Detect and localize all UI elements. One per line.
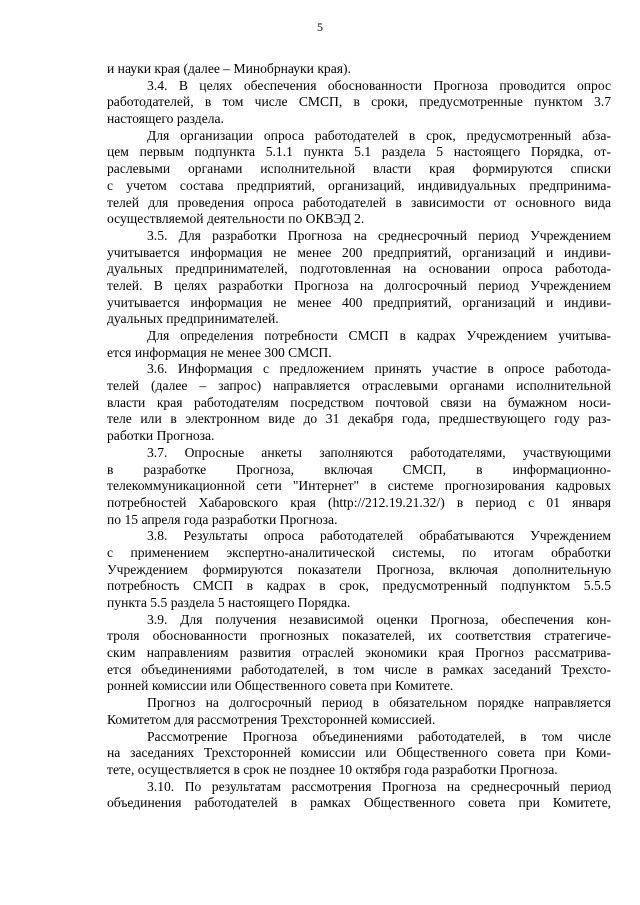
page-number: 5 bbox=[317, 20, 323, 34]
text-line: потребность СМСП в кадрах в срок, предусмотренный подпунктом 5.5.5 bbox=[107, 578, 611, 594]
paragraph bbox=[107, 612, 611, 695]
text-line: 3.7. Опросные анкеты заполняются работодателями, участвующими bbox=[147, 444, 611, 460]
text-line: раслевыми органами исполнительной власти края формируются списки bbox=[107, 161, 611, 177]
text-line: 3.5. Для разработки Прогноза на среднесрочный период Учреждением bbox=[147, 227, 611, 243]
paragraph bbox=[107, 128, 611, 228]
paragraph bbox=[107, 228, 611, 328]
text-line: ронней комиссии или Общественного совета при Комитете. bbox=[107, 678, 454, 694]
text-line: 3.10. По результатам рассмотрения Прогноза на среднесрочный период bbox=[147, 778, 611, 794]
text-line: ется объединениями работодателей, в том числе в рамках заседаний Трехсто- bbox=[107, 661, 611, 677]
paragraph bbox=[107, 695, 611, 728]
paragraph bbox=[107, 445, 611, 528]
text-line: работодателей, в том числе СМСП, в сроки, предусмотренные пунктом 3.7 bbox=[107, 94, 611, 110]
text-line: объединения работодателей в рамках Общественного совета при Комитете, bbox=[107, 795, 611, 811]
text-line: власти края работодателям посредством почтовой связи на бумажном носи- bbox=[107, 394, 611, 410]
text-line: дуальных предпринимателей, подготовленная на основании опроса работода- bbox=[107, 261, 611, 277]
text-line: дуальных предпринимателей. bbox=[107, 311, 279, 327]
text-line: с учетом состава предприятий, организаций, индивидуальных предпринима- bbox=[107, 177, 611, 193]
text-line: на заседаниях Трехсторонней комиссии или Общественного совета при Коми- bbox=[107, 745, 611, 761]
text-line: теле или в электронном виде до 31 декабря года, предшествующего году раз- bbox=[107, 411, 611, 427]
text-line: телей для проведения опроса работодателей в зависимости от основного вида bbox=[107, 194, 611, 210]
paragraph bbox=[107, 61, 611, 78]
text-line: цем первым подпункта 5.1.1 пункта 5.1 раздела 5 настоящего Порядка, от- bbox=[107, 144, 611, 160]
text-line: троля обоснованности прогнозных показателей, их соответствия стратегиче- bbox=[107, 628, 611, 644]
paragraph bbox=[107, 779, 611, 812]
text-line: тете, осуществляется в срок не позднее 10 октября года разработки Прогноза. bbox=[107, 761, 558, 777]
text-line: пункта 5.5 раздела 5 настоящего Порядка. bbox=[107, 595, 351, 610]
paragraph bbox=[107, 528, 611, 611]
text-line: 3.4. В целях обеспечения обоснованности Прогноза проводится опрос bbox=[147, 77, 611, 93]
text-line: и науки края (далее – Минобрнауки края). bbox=[107, 61, 351, 76]
paragraph bbox=[107, 361, 611, 444]
text-line: Рассмотрение Прогноза объединениями работодателей, в том числе bbox=[147, 728, 611, 744]
text-line: Для организации опроса работодателей в срок, предусмотренный абза- bbox=[147, 127, 611, 143]
text-line: потребностей Хабаровского края (http://212.19.21.32/) в период с 01 января bbox=[107, 494, 611, 510]
paragraph bbox=[107, 328, 611, 361]
paragraph bbox=[107, 729, 611, 779]
text-line: осуществляемой деятельности по ОКВЭД 2. bbox=[107, 211, 365, 227]
text-line: по 15 апреля года разработки Прогноза. bbox=[107, 511, 338, 527]
text-line: 3.9. Для получения независимой оценки Прогноза, обеспечения кон- bbox=[147, 611, 611, 627]
text-line: 3.8. Результаты опроса работодателей обрабатываются Учреждением bbox=[147, 528, 611, 544]
text-line: Прогноз на долгосрочный период в обязательном порядке направляется bbox=[147, 695, 611, 711]
text-line: с применением экспертно-аналитической системы, по итогам обработки bbox=[107, 544, 611, 560]
text-line: настоящего раздела. bbox=[107, 111, 224, 127]
text-line: телей (далее – запрос) направляется отраслевыми органами исполнительной bbox=[107, 378, 611, 394]
paragraph bbox=[107, 78, 611, 128]
text-line: телей. В целях разработки Прогноза на долгосрочный период Учреждением bbox=[107, 277, 611, 293]
text-line: Для определения потребности СМСП в кадрах Учреждением учитыва- bbox=[147, 328, 611, 343]
text-line: Комитетом для рассмотрения Трехсторонней комиссией. bbox=[107, 711, 436, 727]
text-line: учитывается информация не менее 400 предприятий, организаций и индиви- bbox=[107, 294, 611, 310]
document-body bbox=[107, 61, 611, 812]
text-line: работки Прогноза. bbox=[107, 428, 215, 444]
text-line: ским направлениям развития отраслей экономики края Прогноз рассматрива- bbox=[107, 645, 611, 661]
text-line: ется информация не менее 300 СМСП. bbox=[107, 344, 332, 360]
text-line: Учреждением формируются показатели Прогноза, включая дополнительную bbox=[107, 561, 611, 577]
text-line: 3.6. Информация с предложением принять участие в опросе работода- bbox=[147, 361, 611, 377]
text-line: в разработке Прогноза, включая СМСП, в информационно- bbox=[107, 461, 611, 477]
text-line: телекоммуникационной сети "Интернет" в системе прогнозирования кадровых bbox=[107, 478, 611, 494]
text-line: учитывается информация не менее 200 предприятий, организаций и индиви- bbox=[107, 244, 611, 260]
